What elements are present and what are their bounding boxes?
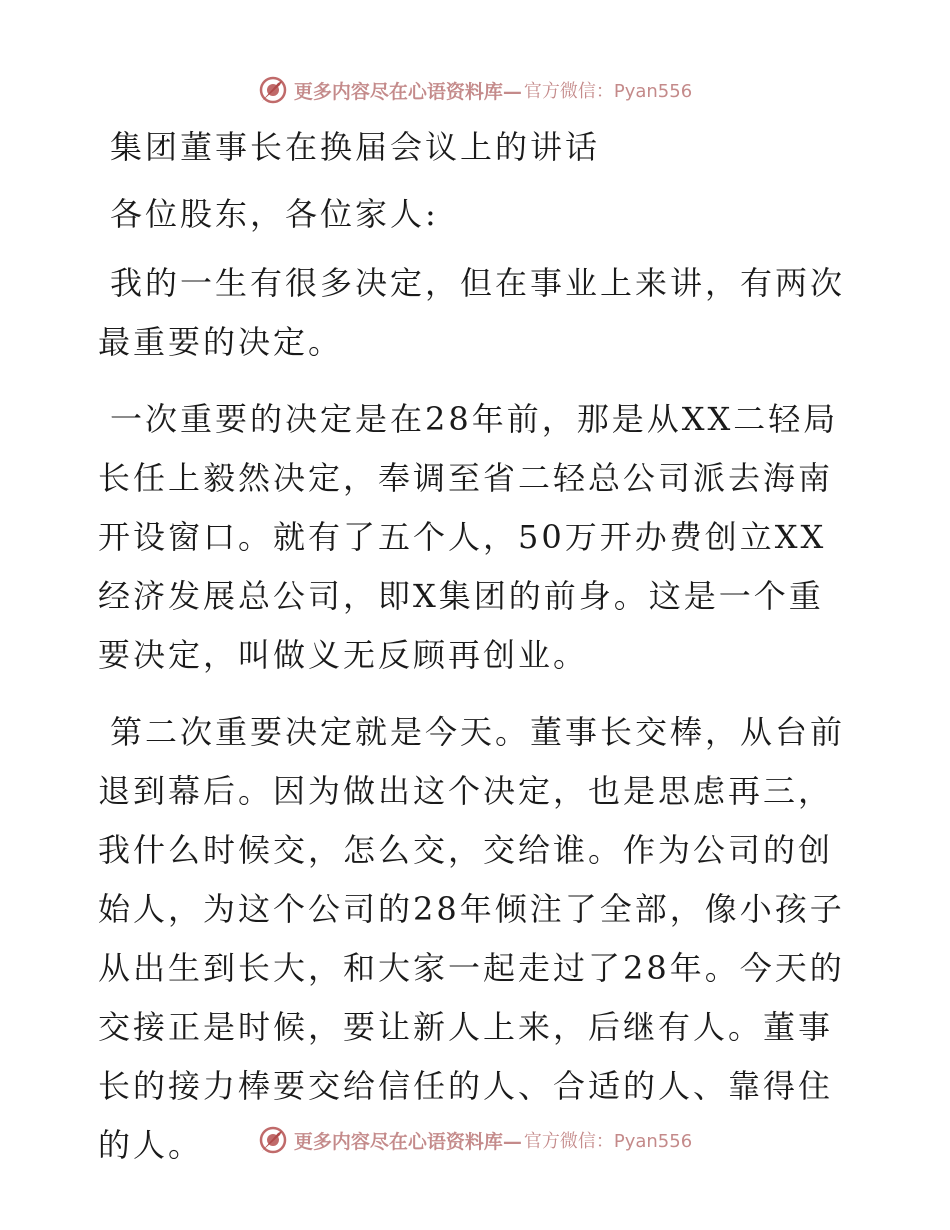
banner-main-text: 更多内容尽在心语资料库— [293,1130,522,1153]
paragraph-2: 一次重要的决定是在28年前，那是从XX二轻局长任上毅然决定，奉调至省二轻总公司派去海南开设窗口。就有了五个人，50万开办费创立XX经济发展总公司，即X集团的前身。这是一个重要决定，叫做义无反顾再创业。 [98,400,839,674]
quill-pen-logo-icon [258,75,288,105]
banner-wechat-text: 官方微信：Pyan556 [523,1131,693,1152]
document-title: 集团董事长在换届会议上的讲话 [110,128,601,166]
document-body [98,118,858,1175]
paragraph-3: 第二次重要决定就是今天。董事长交棒，从台前退到幕后。因为做出这个决定，也是思虑再三，我什么时候交，怎么交，交给谁。作为公司的创始人，为这个公司的28年倾注了全部，像小孩子从出生到长大，和大家一起走过了28年。今天的交接正是时候，要让新人上来，后继有人。董事长的接力棒要交给信任的人、合适的人、靠得住的人。 [98,713,846,1164]
footer-watermark-banner [0,1120,950,1160]
banner-wechat-text: 官方微信：Pyan556 [523,81,693,102]
header-watermark-banner [0,70,950,110]
banner-main-text: 更多内容尽在心语资料库— [293,80,522,103]
paragraph-1: 我的一生有很多决定，但在事业上来讲，有两次最重要的决定。 [98,264,846,361]
quill-pen-logo-icon [258,1125,288,1155]
document-greeting: 各位股东，各位家人: [110,195,439,233]
